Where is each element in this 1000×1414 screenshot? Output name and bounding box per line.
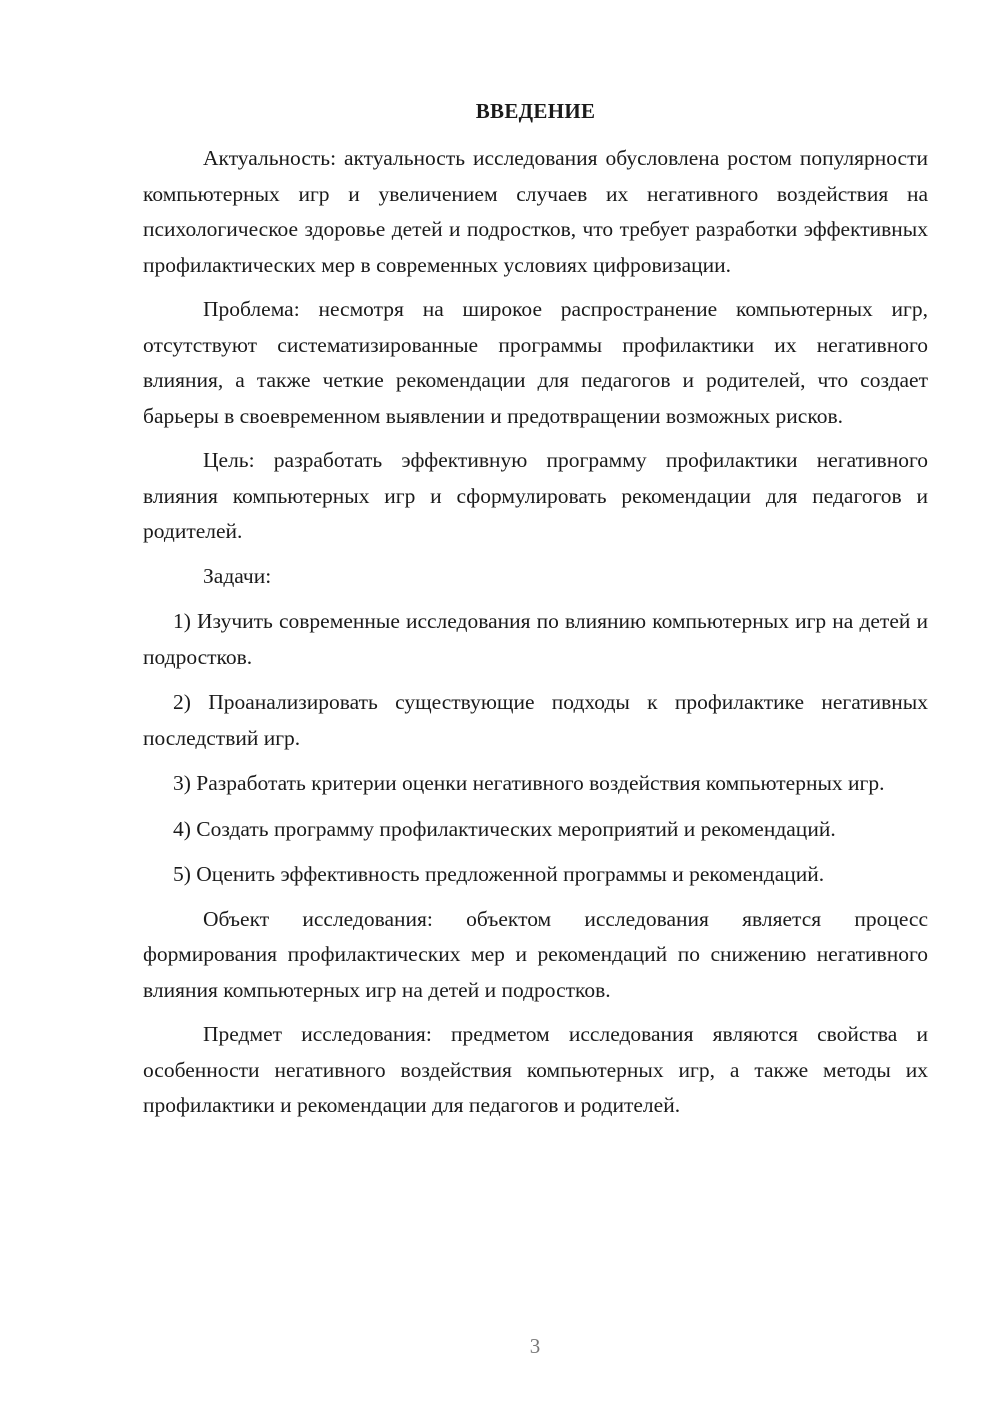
object-paragraph: Объект исследования: объектом исследования является процесс формирования профилактических мер и рекомендаций по снижению негативного влияния компьютерных игр на детей и подростков.: [143, 906, 928, 1002]
document-page: [143, 96, 928, 1124]
tasks-label: Задачи:: [203, 563, 272, 588]
task-item-3: 3) Разработать критерии оценки негативного воздействия компьютерных игр.: [173, 771, 885, 795]
relevance-paragraph: Актуальность: актуальность исследования обусловлена ростом популярности компьютерных игр и увеличением случаев их негативного воздействия на психологическое здоровье детей и подростков, что требует разработки эффективных профилактических мер в современных условиях цифровизации.: [143, 146, 928, 277]
page-title: ВВЕДЕНИЕ: [475, 99, 596, 123]
task-item-2: 2) Проанализировать существующие подходы к профилактике негативных последствий игр.: [143, 690, 928, 750]
goal-paragraph: Цель: разработать эффективную программу профилактики негативного влияния компьютерных игр и сформулировать рекомендации для педагогов и родителей.: [143, 448, 928, 543]
task-item-1: 1) Изучить современные исследования по влиянию компьютерных игр на детей и подростков.: [143, 609, 928, 669]
subject-paragraph: Предмет исследования: предметом исследования являются свойства и особенности негативного воздействия компьютерных игр, а также методы их профилактики и рекомендации для педагогов и родителей.: [143, 1022, 928, 1117]
page-number: 3: [529, 1334, 541, 1358]
task-item-5: 5) Оценить эффективность предложенной программы и рекомендаций.: [173, 862, 825, 886]
task-item-4: 4) Создать программу профилактических мероприятий и рекомендаций.: [173, 816, 836, 841]
problem-paragraph: Проблема: несмотря на широкое распространение компьютерных игр, отсутствуют систематизированные программы профилактики их негативного влияния, а также четкие рекомендации для педагогов и родителей, что создает барьеры в своевременном выявлении и предотвращении возможных рисков.: [143, 297, 928, 428]
